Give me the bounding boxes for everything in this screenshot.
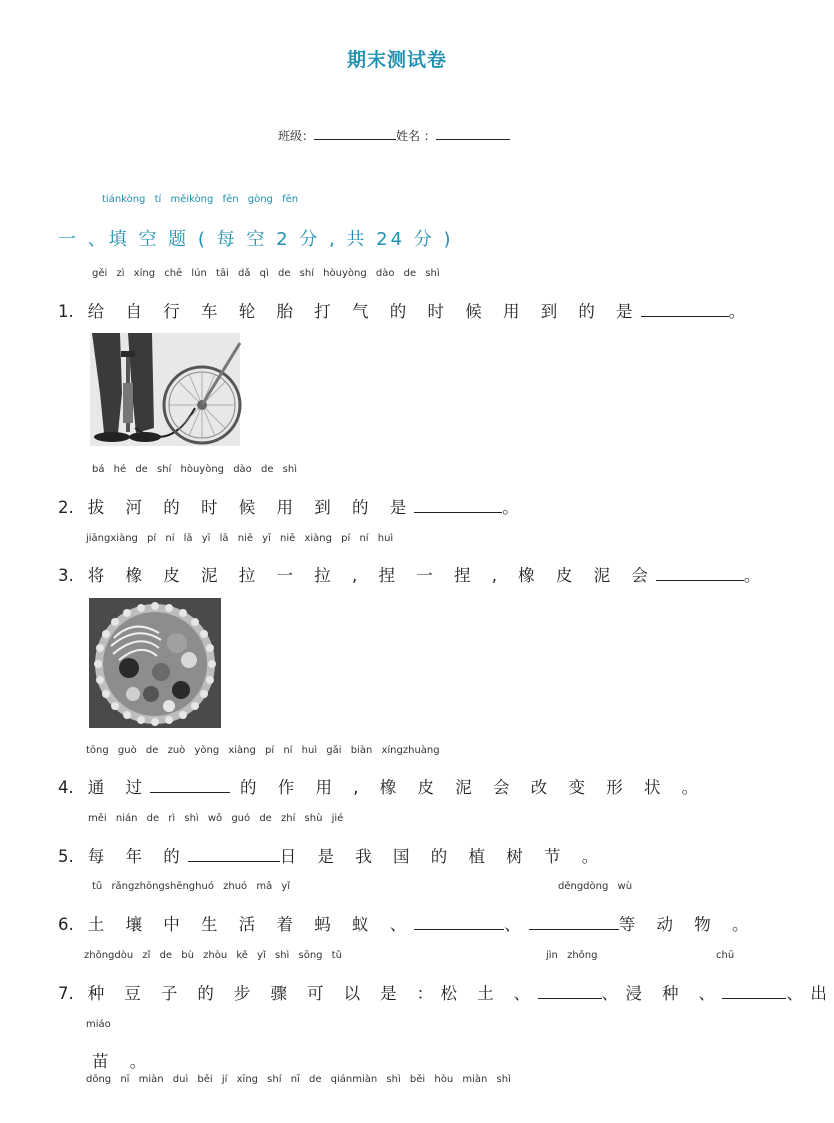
question-pinyin: miáo (86, 1019, 111, 1030)
question-3 (58, 562, 768, 586)
section-heading: 一 、填 空 题 ( 每 空 2 分 , 共 24 分 ) (58, 229, 454, 250)
question-5 (58, 843, 606, 867)
answer-blank[interactable] (188, 845, 280, 862)
question-2 (58, 494, 527, 518)
question-pinyin: měi nián de rì shì wǒ guó de zhí shù jié (88, 813, 344, 824)
question-end: 。 (502, 498, 527, 517)
question-text: 的 作 用 , 橡 皮 泥 会 改 变 形 状 。 (240, 778, 707, 797)
answer-blank[interactable] (722, 982, 786, 999)
question-text: 通 过 (87, 778, 150, 797)
question-4 (58, 774, 706, 798)
footer-pinyin: dōng nī miàn duì běi jí xīng shí nī de qiánmiàn shì běi hòu miàn shì (86, 1074, 511, 1085)
question-pinyin: děngdòng wù (558, 881, 633, 892)
answer-blank[interactable] (529, 913, 619, 930)
answer-blank[interactable] (656, 564, 744, 581)
plasticine-food-image (89, 598, 221, 728)
question-number: 1. (58, 302, 74, 321)
question-pinyin: tōng guò de zuò yòng xiàng pí ní huì gǎi biàn xíngzhuàng (86, 745, 440, 756)
question-text: 、浸 种 、 (601, 984, 723, 1003)
question-pinyin: zhǒngdòu zǐ de bù zhòu kě yǐ shì sōng tǔ (84, 950, 342, 961)
section-pinyin: tiánkòng tí měikòng fēn gòng fēn (102, 194, 299, 205)
question-text: 将 橡 皮 泥 拉 一 拉 , 捏 一 捏 , 橡 皮 泥 会 (87, 566, 656, 585)
question-number: 5. (58, 847, 74, 866)
question-text: 等 动 物 。 (618, 915, 757, 934)
answer-blank[interactable] (538, 982, 602, 999)
page-title: 期末测试卷 (346, 49, 447, 71)
class-label: 班级： (278, 129, 315, 143)
question-number: 4. (58, 778, 74, 797)
answer-blank[interactable] (414, 496, 502, 513)
question-pinyin: jìn zhǒng (546, 950, 598, 961)
answer-blank[interactable] (414, 913, 504, 930)
answer-blank[interactable] (641, 300, 729, 317)
question-pinyin: jiāngxiàng pí ní lā yī lā niē yī niē xiàng pí ní huì (86, 533, 394, 544)
question-pinyin: tǔ rǎngzhōngshēnghuó zhuó mǎ yǐ (92, 881, 291, 892)
question-pinyin: bá hé de shí hòuyòng dào de shì (92, 464, 297, 475)
question-text: 每 年 的 (87, 847, 188, 866)
question-text: 、 (504, 915, 529, 934)
question-7-continued: 苗 。 (92, 1052, 155, 1071)
question-text: 日 是 我 国 的 植 树 节 。 (279, 847, 607, 866)
question-number: 6. (58, 915, 74, 934)
question-end: 。 (728, 302, 754, 321)
name-label: 姓名 ： (396, 129, 436, 143)
question-7 (58, 980, 834, 1004)
question-text: 给 自 行 车 轮 胎 打 气 的 时 候 用 到 的 是 (87, 302, 641, 321)
student-info-line (278, 127, 510, 144)
question-number: 3. (58, 566, 74, 585)
question-1 (58, 298, 753, 322)
question-number: 7. (58, 984, 74, 1003)
answer-blank[interactable] (150, 776, 230, 793)
bicycle-pump-image (90, 333, 240, 446)
question-end: 。 (743, 566, 769, 585)
question-pinyin: gěi zì xíng chē lún tāi dǎ qì de shí hòuyòng dào de shì (92, 268, 440, 279)
question-6 (58, 911, 756, 935)
question-text: 、出 (786, 984, 834, 1003)
question-number: 2. (58, 498, 74, 517)
class-blank[interactable] (314, 127, 396, 140)
question-text: 拔 河 的 时 候 用 到 的 是 (87, 498, 415, 517)
name-blank[interactable] (436, 127, 510, 140)
question-text: 土 壤 中 生 活 着 蚂 蚁 、 (87, 915, 415, 934)
question-pinyin: chū (716, 950, 735, 961)
question-text: 种 豆 子 的 步 骤 可 以 是 ：松 土 、 (87, 984, 538, 1003)
